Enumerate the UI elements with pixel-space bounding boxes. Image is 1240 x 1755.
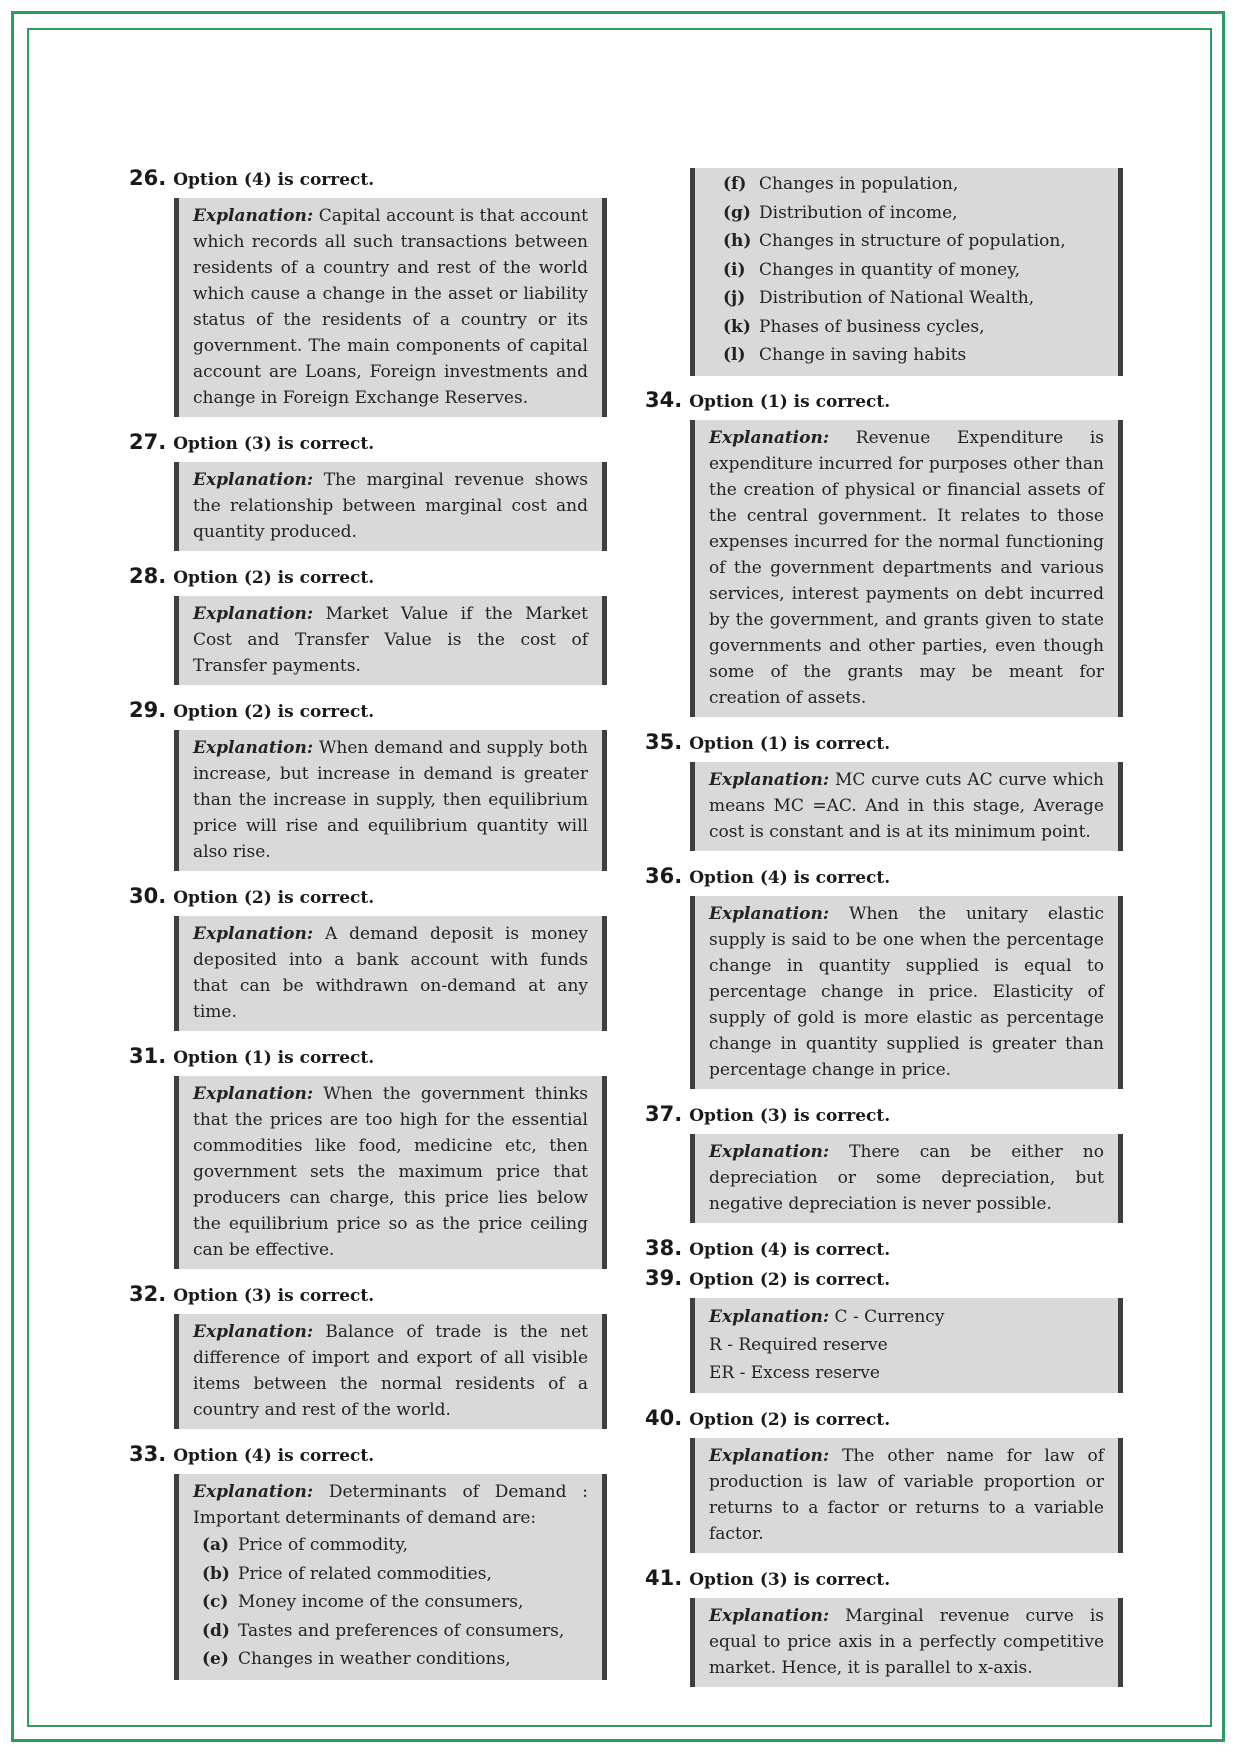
item-letter: (d) — [202, 1620, 230, 1641]
question-number: 29. — [129, 698, 167, 722]
item-letter: (l) — [723, 345, 746, 365]
item-letter: (c) — [202, 1592, 229, 1612]
answer-statement: Option (2) is correct. — [173, 888, 375, 908]
question-31 — [129, 1044, 607, 1269]
question-39 — [645, 1266, 1123, 1393]
item-text: Distribution of National Wealth, — [759, 288, 1035, 308]
explanation-text: The other name for law of production is law of variable proportion or returns to a factor or returns to a variable factor. — [709, 1445, 1104, 1544]
question-number: 33. — [129, 1442, 167, 1466]
explanation-text: There can be either no depreciation or some depreciation, but negative depreciation is never possible. — [709, 1141, 1104, 1214]
answer-statement: Option (2) is correct. — [173, 702, 375, 722]
question-40 — [645, 1406, 1123, 1553]
item-letter: (i) — [723, 259, 746, 280]
explanation-label: Explanation: — [193, 604, 314, 624]
answer-statement: Option (2) is correct. — [689, 1269, 891, 1290]
item-text: Tastes and preferences of consumers, — [238, 1620, 565, 1641]
answer-statement: Option (3) is correct. — [689, 1569, 891, 1590]
explanation-text: A demand deposit is money deposited into a bank account with funds that can be withdrawn on-demand at any time. — [193, 924, 588, 1022]
explanation-text: Capital account is that account which records all such transactions between residents of a country and rest of the world which cause a change in the asset or liability status of the residents of a country or its government. The main components of capital account are Loans, Foreign investments and change in Foreign Exchange Reserves. — [193, 206, 588, 408]
explanation-box — [690, 1438, 1123, 1553]
item-text: Price of related commodities, — [238, 1563, 492, 1584]
item-text: Money income of the consumers, — [238, 1592, 524, 1612]
question-33-continued — [645, 168, 1123, 376]
item-letter: (g) — [723, 202, 751, 223]
explanation-text: Revenue Expenditure is expenditure incurred for purposes other than the creation of physical or financial assets of the central government. It relates to those expenses incurred for the normal functioning of the government departments and various services, interest payments on debt incurred by the government, and grants given to state governments and other parties, even though some of the grants may be meant for creation of assets. — [709, 427, 1104, 708]
answer-statement: Option (4) is correct. — [173, 170, 375, 190]
explanation-text: When demand and supply both increase, but increase in demand is greater than the increase in supply, then equilibrium price will rise and equilibrium quantity will also rise. — [193, 738, 588, 862]
item-text: Price of commodity, — [238, 1535, 409, 1555]
answer-statement: Option (4) is correct. — [689, 1239, 891, 1260]
answer-statement: Option (4) is correct. — [689, 867, 891, 888]
item-text: Changes in population, — [759, 174, 959, 194]
list-item — [202, 1531, 588, 1560]
explanation-box — [690, 1298, 1123, 1393]
question-number: 36. — [645, 863, 683, 888]
question-number: 39. — [645, 1265, 683, 1290]
question-28 — [129, 564, 607, 685]
question-number: 30. — [129, 884, 167, 908]
answer-statement: Option (2) is correct. — [173, 568, 375, 588]
explanation-label: Explanation: — [193, 738, 314, 758]
answer-statement: Option (1) is correct. — [689, 733, 891, 754]
explanation-box — [690, 420, 1123, 717]
question-number: 37. — [645, 1101, 683, 1126]
left-column — [129, 166, 607, 1693]
question-27 — [129, 430, 607, 551]
explanation-label: Explanation: — [709, 1445, 830, 1466]
question-number: 27. — [129, 430, 167, 454]
answer-statement: Option (2) is correct. — [689, 1409, 891, 1430]
explanation-line: R - Required reserve — [709, 1334, 888, 1355]
question-41 — [645, 1566, 1123, 1687]
question-35 — [645, 730, 1123, 851]
question-32 — [129, 1282, 607, 1429]
explanation-label: Explanation: — [193, 1084, 314, 1104]
item-letter: (b) — [202, 1563, 230, 1584]
item-letter: (a) — [202, 1535, 230, 1555]
explanation-box — [174, 198, 607, 417]
explanation-box — [174, 916, 607, 1031]
list-item — [202, 1588, 588, 1617]
right-column — [645, 168, 1123, 1700]
question-number: 32. — [129, 1282, 167, 1306]
item-text: Distribution of income, — [759, 202, 958, 223]
explanation-box — [174, 1076, 607, 1269]
question-33 — [129, 1442, 607, 1680]
explanation-text: Market Value if the Market Cost and Transfer Value is the cost of Transfer payments. — [193, 604, 588, 676]
question-29 — [129, 698, 607, 871]
list-item — [202, 1645, 588, 1674]
explanation-label: Explanation: — [193, 924, 314, 944]
answer-statement: Option (3) is correct. — [173, 1286, 375, 1306]
explanation-box — [174, 1314, 607, 1429]
question-number: 26. — [129, 166, 167, 190]
item-text: Changes in structure of population, — [759, 231, 1066, 251]
list-item — [723, 256, 1104, 285]
explanation-box — [174, 596, 607, 685]
explanation-label: Explanation: — [709, 769, 830, 790]
explanation-text: MC curve cuts AC curve which means MC =AC. And in this stage, Average cost is constant and is at its minimum point. — [709, 769, 1104, 842]
list-item — [723, 313, 1104, 342]
explanation-box — [174, 730, 607, 871]
explanation-box-continued — [690, 168, 1123, 376]
explanation-label: Explanation: — [193, 1322, 314, 1342]
question-36 — [645, 864, 1123, 1089]
question-30 — [129, 884, 607, 1031]
answer-statement: Option (1) is correct. — [173, 1048, 375, 1068]
explanation-text: C - Currency — [829, 1306, 945, 1327]
explanation-text: The marginal revenue shows the relationship between marginal cost and quantity produced. — [193, 470, 588, 542]
explanation-label: Explanation: — [709, 1605, 830, 1626]
explanation-text: Marginal revenue curve is equal to price axis in a perfectly competitive market. Hence, it is parallel to x-axis. — [709, 1605, 1104, 1678]
explanation-box — [690, 762, 1123, 851]
explanation-label: Explanation: — [193, 206, 314, 226]
item-letter: (f) — [723, 174, 747, 194]
question-26 — [129, 166, 607, 417]
explanation-text: Determinants of Demand : Important determinants of demand are: — [193, 1482, 588, 1528]
explanation-label: Explanation: — [709, 1141, 830, 1162]
explanation-text: When the government thinks that the prices are too high for the essential commodities like food, medicine etc, then government sets the maximum price that producers can charge, this price lies below the equilibrium price so as the price ceiling can be effective. — [193, 1084, 588, 1260]
question-38 — [645, 1236, 1123, 1263]
item-letter: (h) — [723, 231, 752, 251]
question-34 — [645, 388, 1123, 717]
explanation-box — [174, 1474, 607, 1680]
list-item — [723, 284, 1104, 313]
question-37 — [645, 1102, 1123, 1223]
list-item — [723, 170, 1104, 199]
explanation-line: ER - Excess reserve — [709, 1362, 880, 1383]
explanation-box — [690, 1134, 1123, 1223]
item-text: Changes in weather conditions, — [238, 1649, 511, 1669]
explanation-text: Balance of trade is the net difference of import and export of all visible items between the normal residents of a country and rest of the world. — [193, 1322, 588, 1420]
question-number: 38. — [645, 1235, 683, 1260]
answer-statement: Option (4) is correct. — [173, 1446, 375, 1466]
answer-statement: Option (1) is correct. — [689, 391, 891, 412]
list-item — [723, 341, 1104, 370]
question-number: 34. — [645, 387, 683, 412]
item-letter: (j) — [723, 288, 746, 308]
explanation-label: Explanation: — [193, 1482, 314, 1502]
determinants-list — [193, 1531, 588, 1674]
question-number: 28. — [129, 564, 167, 588]
question-number: 40. — [645, 1405, 683, 1430]
explanation-label: Explanation: — [709, 903, 830, 924]
determinants-list-continued — [709, 170, 1104, 370]
explanation-box — [690, 1598, 1123, 1687]
item-text: Phases of business cycles, — [759, 316, 985, 337]
answer-statement: Option (3) is correct. — [689, 1105, 891, 1126]
item-letter: (k) — [723, 316, 751, 337]
item-text: Change in saving habits — [759, 345, 967, 365]
list-item — [202, 1560, 588, 1589]
question-number: 41. — [645, 1565, 683, 1590]
question-number: 35. — [645, 729, 683, 754]
answer-statement: Option (3) is correct. — [173, 434, 375, 454]
item-text: Changes in quantity of money, — [759, 259, 1020, 280]
list-item — [723, 199, 1104, 228]
explanation-label: Explanation: — [709, 1306, 830, 1327]
explanation-label: Explanation: — [193, 470, 314, 490]
question-number: 31. — [129, 1044, 167, 1068]
explanation-box — [174, 462, 607, 551]
explanation-box — [690, 896, 1123, 1089]
item-letter: (e) — [202, 1649, 229, 1669]
explanation-text: When the unitary elastic supply is said to be one when the percentage change in quantity supplied is equal to percentage change in price. Elasticity of supply of gold is more elastic as percentage change in quantity supplied is greater than percentage change in price. — [709, 903, 1104, 1080]
list-item — [202, 1617, 588, 1646]
list-item — [723, 227, 1104, 256]
explanation-label: Explanation: — [709, 427, 830, 448]
